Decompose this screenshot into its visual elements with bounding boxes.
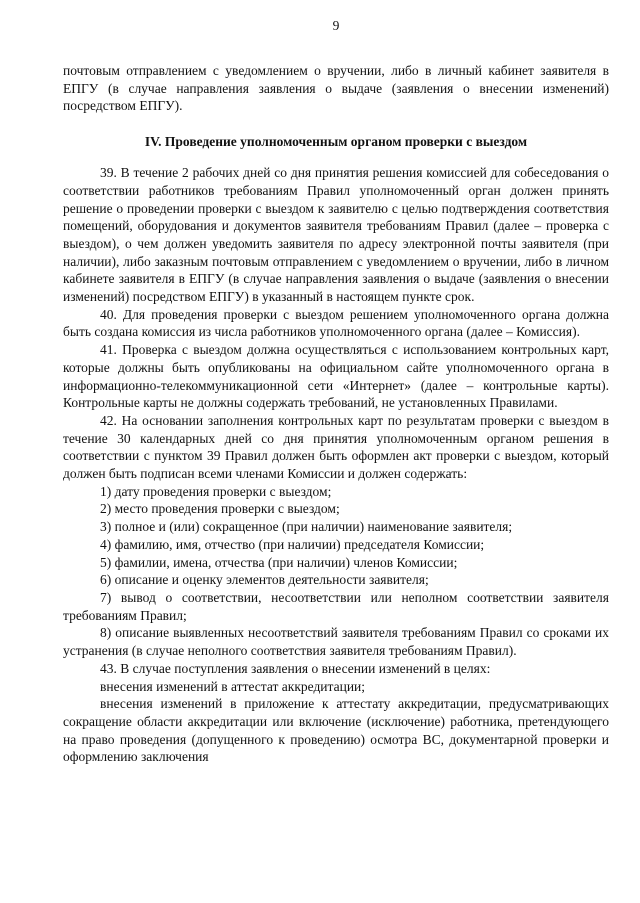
page-number: 9 [332, 18, 340, 33]
act-item-5: 5) фамилии, имена, отчества (при наличии) членов Комиссии; [100, 554, 458, 570]
paragraph-43-lead: 43. В случае поступления заявления о внесении изменений в целях: [100, 660, 491, 676]
paragraph-40: 40. Для проведения проверки с выездом решением уполномоченного органа должна быть создана комиссия из числа работников уполномоченного органа (далее – Комиссия). [63, 306, 609, 340]
act-item-1: 1) дату проведения проверки с выездом; [100, 483, 332, 499]
paragraph-39: 39. В течение 2 рабочих дней со дня принятия решения комиссией для собеседования о соответствии работников требованиям Правил уполномоченный орган должен принять решение о проведении проверки с выездом к заявителю с целью подтверждения соответствия помещений, оборудования и документов заявителя требованиям Правил (далее – проверка с выездом), о чем должен уведомить заявителя по адресу электронной почты заявителя (при наличии), либо заказным почтовым отправлением с уведомлением о вручении, либо в личном кабинете заявителя в ЕПГУ (в случае направления заявления о выдаче (заявления о внесении изменений) посредством ЕПГУ) в указанный в настоящем пункте срок. [63, 165, 609, 305]
paragraph-43-item-1: внесения изменений в аттестат аккредитации; [100, 678, 366, 694]
paragraph-41: 41. Проверка с выездом должна осуществляться с использованием контрольных карт, которые должны быть опубликованы на официальном сайте уполномоченного органа в информационно-телекоммуникационной сети «Интернет» (далее – контрольные карты). Контрольные карты не должны содержать требований, не установленных Правилами. [63, 342, 609, 411]
paragraph-42: 42. На основании заполнения контрольных карт по результатам проверки с выездом в течение 30 календарных дней со дня принятия уполномоченным органом решения в соответствии с пунктом 39 Правил должен быть оформлен акт проверки с выездом, который должен быть подписан всеми членами Комиссии и должен содержать: [63, 412, 609, 482]
intro-paragraph: почтовым отправлением с уведомлением о вручении, либо в личный кабинет заявителя в ЕПГУ (в случае направления заявления о выдаче (заявления о внесении изменений) посредством ЕПГУ). [63, 63, 609, 114]
act-item-3: 3) полное и (или) сокращенное (при наличии) наименование заявителя; [100, 519, 513, 535]
document-body [63, 62, 609, 766]
act-item-8: 8) описание выявленных несоответствий заявителя требованиям Правил со сроками их устранения (в случае неполного соответствия заявителя требованиям Правил). [63, 625, 609, 659]
section-heading: IV. Проведение уполномоченным органом проверки с выездом [144, 134, 528, 150]
act-item-7: 7) вывод о соответствии, несоответствии или неполном соответствии заявителя требованиям Правил; [63, 589, 609, 623]
act-item-4: 4) фамилию, имя, отчество (при наличии) председателя Комиссии; [100, 536, 485, 552]
act-item-6: 6) описание и оценку элементов деятельности заявителя; [100, 572, 429, 588]
paragraph-43-item-2: внесения изменений в приложение к аттестату аккредитации, предусматривающих сокращение области аккредитации или включение (исключение) работника, претендующего на право проведения (допущенного к проведению) осмотра ВС, документарной проверки и оформлению заключения [63, 696, 609, 765]
act-item-2: 2) место проведения проверки с выездом; [100, 501, 340, 517]
